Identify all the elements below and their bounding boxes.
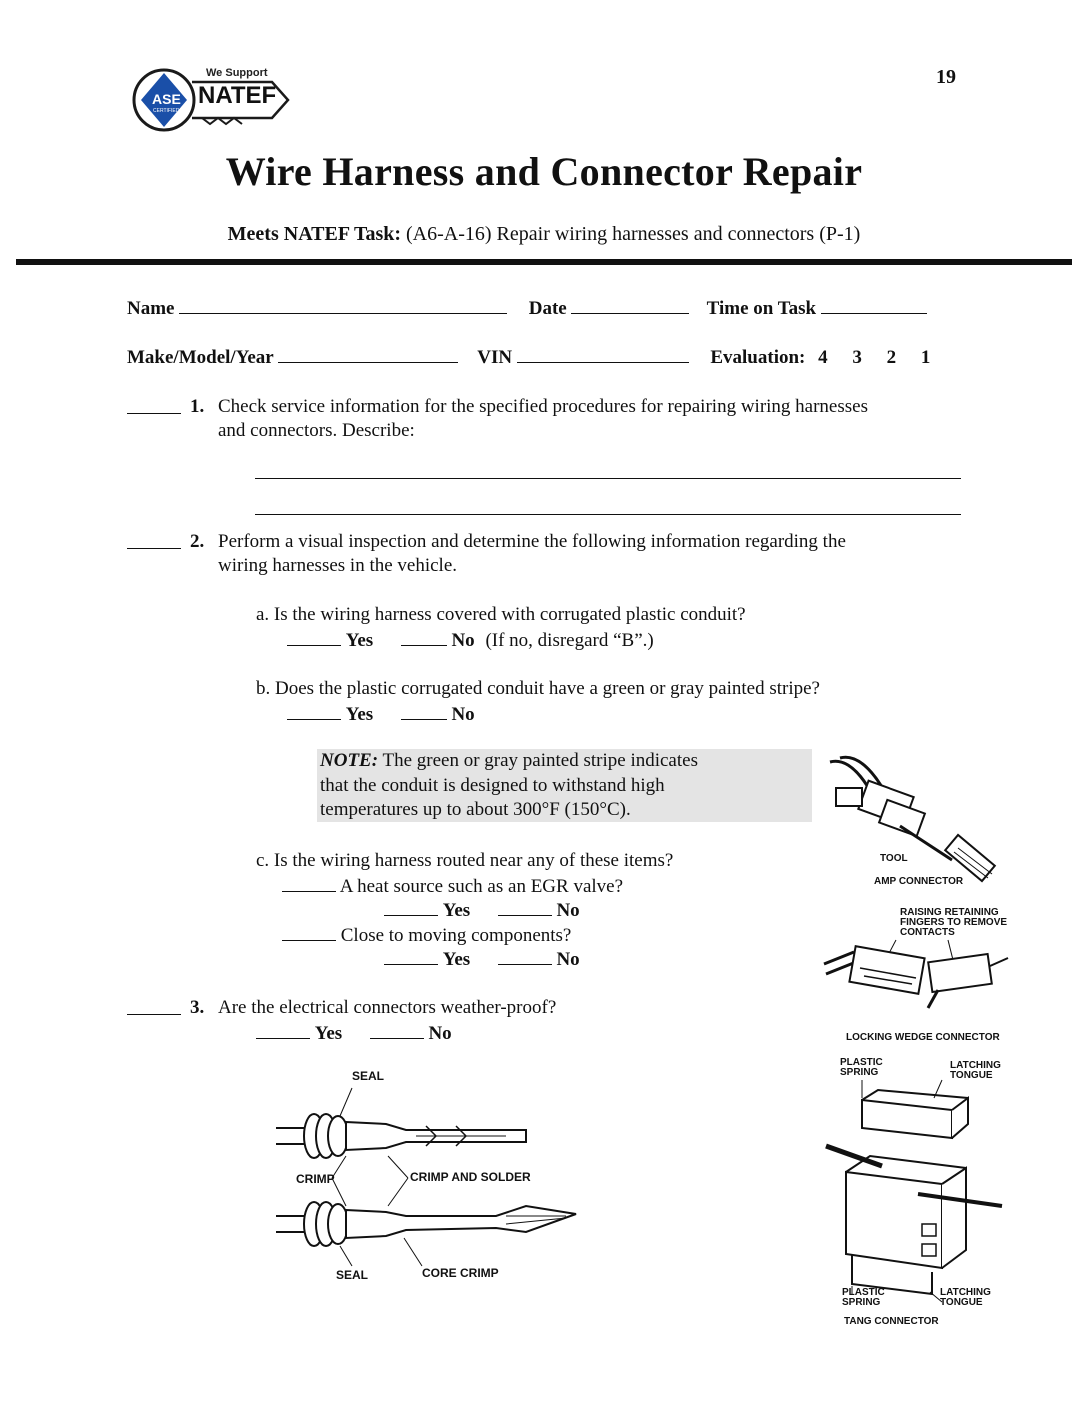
evaluation-option-3[interactable]: 3 [852,347,862,368]
q1-checkoff-blank[interactable] [127,397,181,414]
q2a-answers [287,629,654,652]
vin-field[interactable] [517,346,689,363]
date-field[interactable] [571,297,689,314]
q2a-note: (If no, disregard “B”.) [485,630,654,651]
evaluation-option-2[interactable]: 2 [886,347,897,368]
q2b-yes-label: Yes [345,704,374,725]
tang-latching-tongue-top-line1: LATCHING [950,1060,1001,1071]
tang-caption: TANG CONNECTOR [844,1316,939,1327]
tang-plastic-spring-top-line1: PLASTIC [840,1057,883,1068]
q2b-no-label: No [451,704,475,725]
terminal-seal-top: SEAL [352,1069,385,1083]
q2c-item1-text: A heat source such as an EGR valve? [339,876,624,897]
time-on-task-field[interactable] [821,297,927,314]
tang-plastic-spring-top [840,1058,883,1078]
q3-no-label: No [428,1023,452,1044]
wedge-callout-line-2: FINGERS TO REMOVE [900,917,1008,928]
terminal-crimp-figure [276,1066,606,1286]
logo-badge-sub: CERTIFIED [153,108,180,114]
q3-number: 3. [190,997,205,1018]
note-line-1 [320,749,812,774]
q2c-item1-answers [384,899,580,922]
q3-checkoff-blank[interactable] [127,998,181,1015]
q3-yes-label: Yes [314,1023,343,1044]
locking-wedge-figure [820,908,1020,1046]
tang-latching-tongue-bottom [940,1288,991,1308]
q2c-item2-no-blank[interactable] [498,948,552,965]
wedge-callout-line-1: RAISING RETAINING [900,907,999,918]
task-text: (A6-A-16) Repair wiring harnesses and connectors (P-1) [406,223,861,245]
q2a-yes-blank[interactable] [287,629,341,646]
wedge-callout [900,908,1007,938]
page-title: Wire Harness and Connector Repair [225,149,863,194]
evaluation-option-4[interactable]: 4 [818,347,828,368]
terminal-crimp: CRIMP [296,1172,335,1186]
tang-plastic-spring-bottom [842,1288,885,1308]
amp-tool-label: TOOL [880,853,908,864]
q2c-item1-no-label: No [556,900,580,921]
header-row-2 [127,346,930,369]
logo-badge-text: ASE [152,91,181,107]
tang-latching-tongue-top-line2: TONGUE [950,1070,993,1081]
terminal-crimp-and-solder: CRIMP AND SOLDER [410,1170,531,1184]
natef-task-line [0,223,1088,246]
q3-answers [256,1022,452,1045]
q1-answer-line-2[interactable] [255,514,961,515]
evaluation-option-1[interactable]: 1 [920,347,931,368]
q2a-no-blank[interactable] [401,629,447,646]
q3-yes-blank[interactable] [256,1022,310,1039]
q2c-item2-no-label: No [556,949,580,970]
tang-latching-tongue-top [950,1061,1001,1081]
tang-plastic-spring-bottom-line1: PLASTIC [842,1287,885,1298]
q2c-item2-answers [384,948,580,971]
q2c-text: c. Is the wiring harness routed near any of these items? [256,850,674,871]
wedge-caption: LOCKING WEDGE CONNECTOR [846,1032,1000,1043]
name-field[interactable] [179,297,507,314]
tang-latching-tongue-bottom-line1: LATCHING [940,1287,991,1298]
q1-text-line1: Check service information for the specified procedures for repairing wiring harnesses [218,396,868,417]
q2c-item2-blank[interactable] [282,924,336,941]
make-model-year-label: Make/Model/Year [127,347,274,368]
logo-top-text: We Support [206,67,268,79]
q1-number: 1. [190,396,205,417]
date-label: Date [528,298,567,319]
q2b-text: b. Does the plastic corrugated conduit have a green or gray painted stripe? [256,678,820,699]
header-divider [16,259,1072,265]
time-on-task-label: Time on Task [706,298,817,319]
terminal-core-crimp: CORE CRIMP [422,1266,499,1280]
note-line-3: temperatures up to about 300°F (150°C). [320,799,631,820]
tang-connector-figure [822,1058,1022,1334]
amp-connector-figure [822,748,1012,893]
header-row-1 [127,297,927,320]
natef-logo [132,60,292,140]
name-label: Name [127,298,175,319]
q2c-item2-yes-label: Yes [442,949,471,970]
q2-number: 2. [190,531,205,552]
q2-checkoff-blank[interactable] [127,532,181,549]
q2c-item2-text: Close to moving components? [340,925,572,946]
q2c-item1 [282,875,623,898]
tang-plastic-spring-top-line2: SPRING [840,1067,879,1078]
q2c-item1-yes-blank[interactable] [384,899,438,916]
evaluation-label: Evaluation: [710,347,806,368]
q1-text-line2: and connectors. Describe: [218,420,415,441]
tang-plastic-spring-bottom-line2: SPRING [842,1297,881,1308]
logo-main-text: NATEF [198,82,277,109]
make-model-year-field[interactable] [278,346,458,363]
page-number: 19 [936,66,956,88]
q2-text-line2: wiring harnesses in the vehicle. [218,555,458,576]
q2c-item2 [282,924,571,947]
q2b-answers [287,703,475,726]
terminal-seal-bottom: SEAL [336,1268,369,1282]
amp-connector-illustration [822,748,1012,893]
q2c-item1-blank[interactable] [282,875,336,892]
note-text-1: The green or gray painted stripe indicates [382,750,698,771]
task-label: Meets NATEF Task: [227,223,402,245]
q2a-yes-label: Yes [345,630,374,651]
q2a-text: a. Is the wiring harness covered with corrugated plastic conduit? [256,604,746,625]
q2a-no-label: No [451,630,475,651]
q2b-yes-blank[interactable] [287,703,341,720]
tang-latching-tongue-bottom-line2: TONGUE [940,1297,983,1308]
q2-text-line1: Perform a visual inspection and determine the following information regarding the [218,531,846,552]
note-box [317,749,812,822]
note-line-2: that the conduit is designed to withstand high [320,774,665,796]
q2c-item2-yes-blank[interactable] [384,948,438,965]
q2c-item1-yes-label: Yes [442,900,471,921]
q3-no-blank[interactable] [370,1022,424,1039]
vin-label: VIN [477,347,513,368]
q1-answer-line-1[interactable] [255,478,961,479]
q2b-no-blank[interactable] [401,703,447,720]
q2c-item1-no-blank[interactable] [498,899,552,916]
note-label: NOTE: [320,750,379,771]
q3-text: Are the electrical connectors weather-proof? [218,997,557,1018]
amp-caption: AMP CONNECTOR [874,876,964,887]
wedge-callout-line-3: CONTACTS [900,927,955,938]
